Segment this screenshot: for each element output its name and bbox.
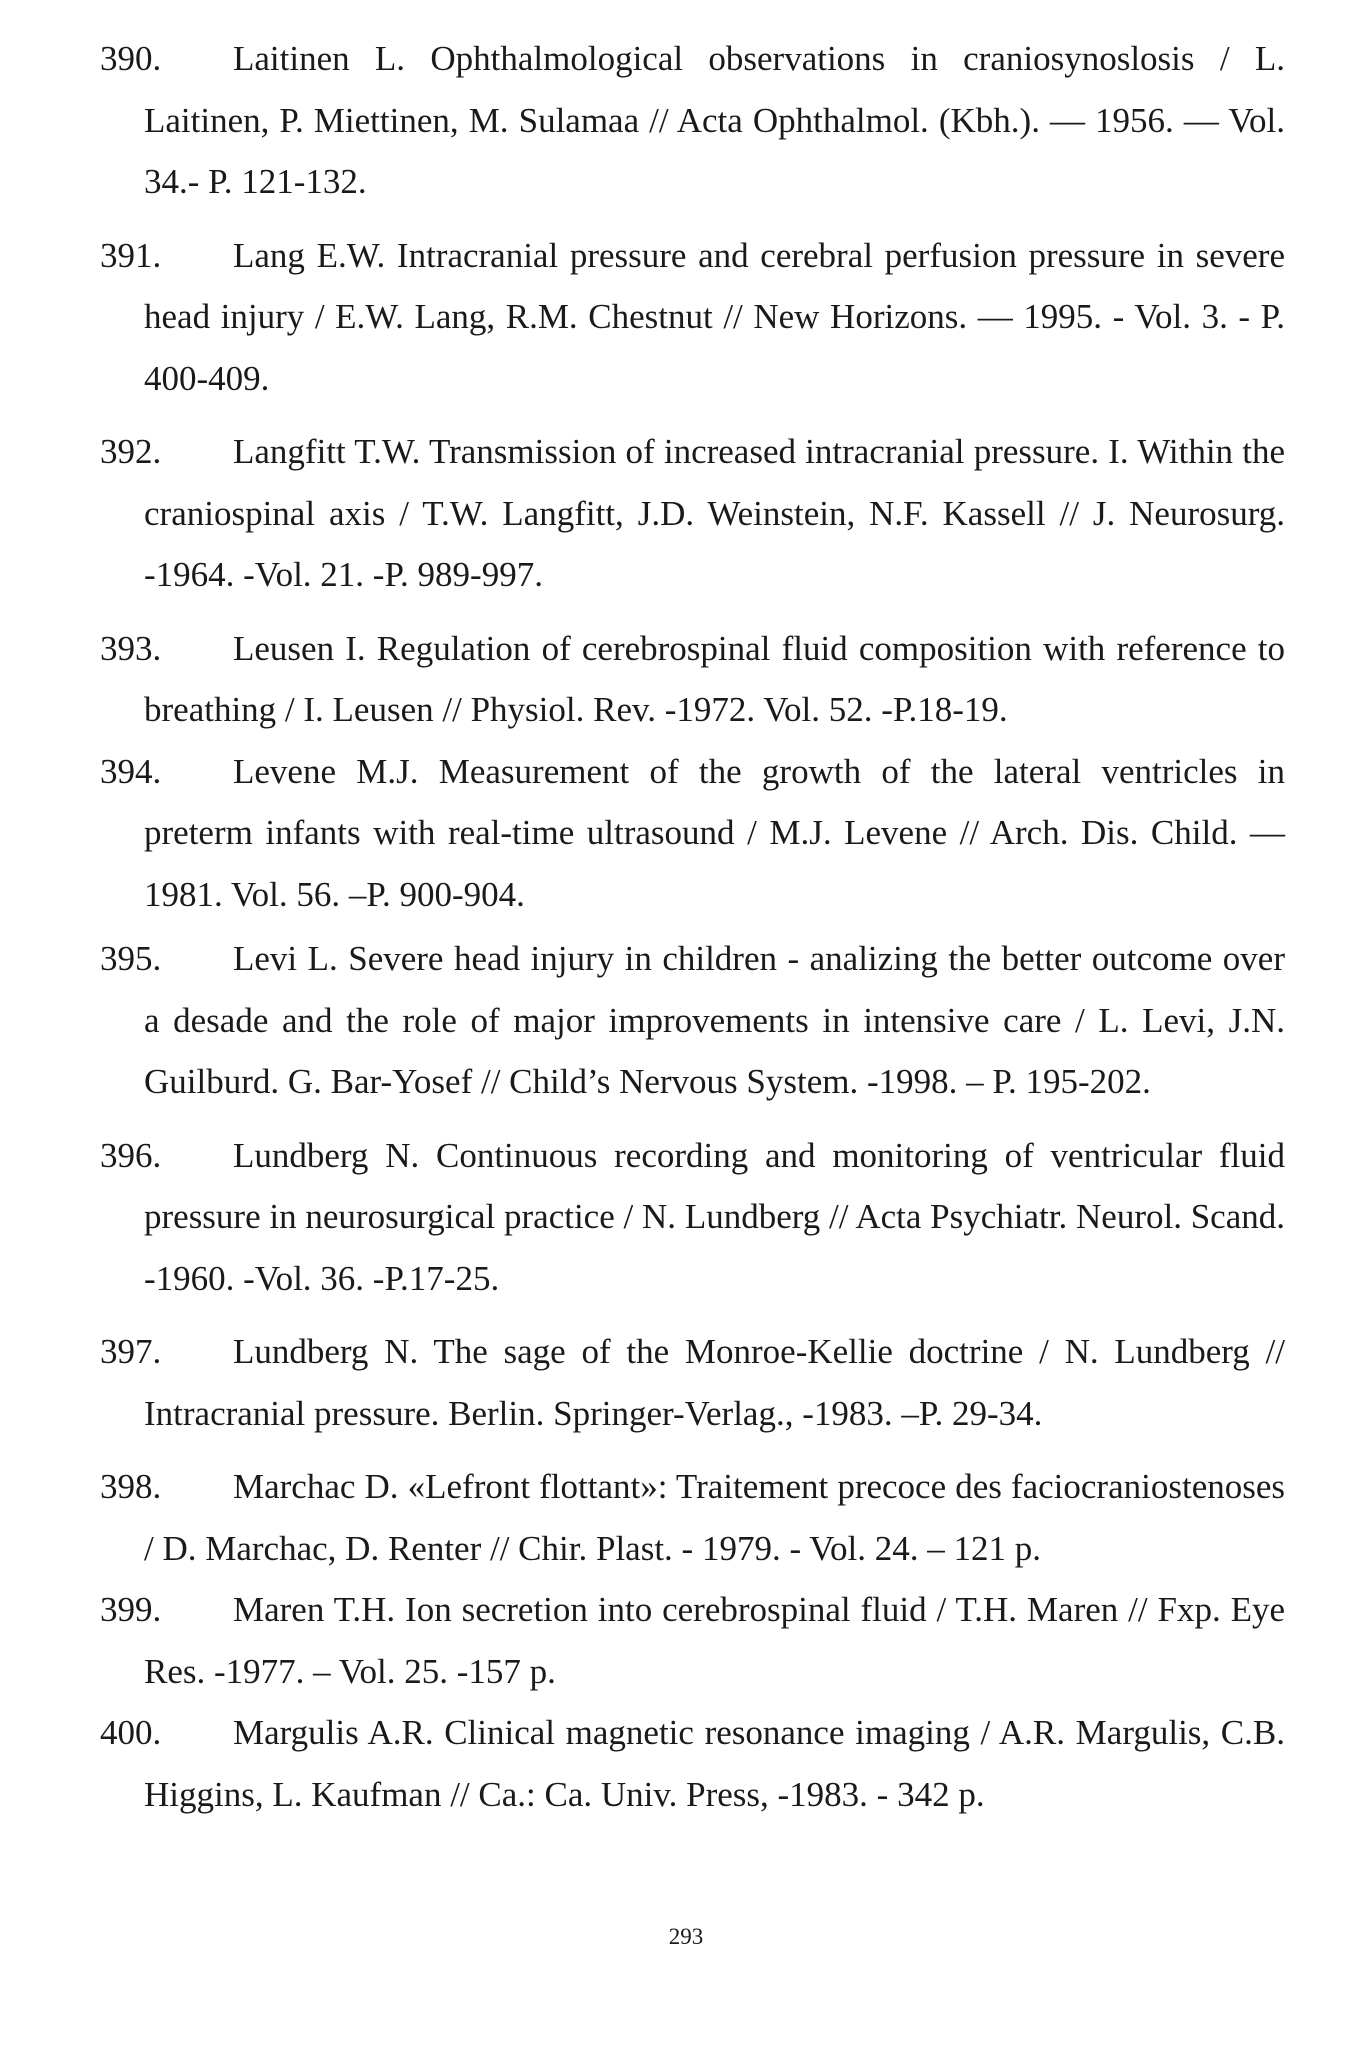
reference-item	[100, 618, 1285, 741]
reference-number: 393.	[100, 628, 162, 668]
reference-number: 394.	[100, 751, 162, 791]
reference-item	[100, 1456, 1285, 1579]
reference-number: 400.	[100, 1713, 162, 1752]
reference-number: 397.	[100, 1332, 162, 1371]
reference-item	[100, 1579, 1285, 1702]
reference-text: Levene M.J. Measurement of the growth of the lateral ventricles in preterm infants with real-time ultrasound / M.J. Levene // Arch. Dis. Child. — 1981. Vol. 56. –P. 900-904.	[144, 751, 1285, 914]
reference-text: Levi L. Severe head injury in children - analizing the better outcome over a desade and the role of major improvements in intensive care / L. Levi, J.N. Guilburd. G. Bar-Yosef // Child’s Nervous System. -1998. – P. 195-202.	[144, 939, 1285, 1101]
reference-number: 396.	[100, 1135, 162, 1175]
reference-number: 391.	[100, 235, 162, 275]
reference-item	[100, 28, 1285, 213]
reference-item	[100, 928, 1285, 1113]
reference-item	[100, 1125, 1285, 1310]
reference-number: 390.	[100, 39, 162, 78]
reference-number: 395.	[100, 939, 162, 978]
reference-text: Marchac D. «Lefront flottant»: Traitement precoce des faciocraniostenoses / D. Marchac, D. Renter // Chir. Plast. - 1979. - Vol. 24. – 121 p.	[144, 1467, 1285, 1568]
reference-number: 399.	[100, 1590, 162, 1629]
reference-item	[100, 421, 1285, 606]
reference-text: Lundberg N. Continuous recording and monitoring of ventricular fluid pressure in neurosurgical practice / N. Lundberg // Acta Psychiatr. Neurol. Scand. -1960. -Vol. 36. -P.17-25.	[144, 1135, 1285, 1298]
reference-text: Lang E.W. Intracranial pressure and cerebral perfusion pressure in severe head injury / E.W. Lang, R.M. Chestnut // New Horizons. — 1995. - Vol. 3. - P. 400-409.	[144, 235, 1285, 398]
reference-item	[100, 1702, 1285, 1825]
reference-text: Leusen I. Regulation of cerebrospinal fluid composition with reference to breathing / I. Leusen // Physiol. Rev. -1972. Vol. 52. -P.18-19.	[144, 628, 1285, 729]
reference-text: Langfitt T.W. Transmission of increased intracranial pressure. I. Within the craniospinal axis / T.W. Langfitt, J.D. Weinstein, N.F. Kassell // J. Neurosurg. -1964. -Vol. 21. -P. 989-997.	[144, 432, 1285, 594]
reference-item	[100, 1321, 1285, 1444]
reference-text: Lundberg N. The sage of the Monroe-Kellie doctrine / N. Lundberg // Intracranial pressure. Berlin. Springer-Verlag., -1983. –P. 29-34.	[144, 1332, 1285, 1433]
reference-text: Margulis A.R. Clinical magnetic resonance imaging / A.R. Margulis, C.B. Higgins, L. Kaufman // Ca.: Ca. Univ. Press, -1983. - 342 p.	[144, 1713, 1285, 1814]
reference-item	[100, 741, 1285, 926]
reference-list	[100, 28, 1285, 1825]
page-number: 293	[668, 1924, 704, 1949]
reference-item	[100, 225, 1285, 410]
reference-number: 398.	[100, 1467, 162, 1506]
reference-number: 392.	[100, 432, 162, 471]
reference-text: Maren T.H. Ion secretion into cerebrospinal fluid / T.H. Maren // Fxp. Eye Res. -1977. – Vol. 25. -157 p.	[144, 1590, 1285, 1691]
reference-text: Laitinen L. Ophthalmological observations in craniosynoslosis / L. Laitinen, P. Miettinen, M. Sulamaa // Acta Ophthalmol. (Kbh.). — 1956. — Vol. 34.- P. 121-132.	[144, 39, 1285, 201]
